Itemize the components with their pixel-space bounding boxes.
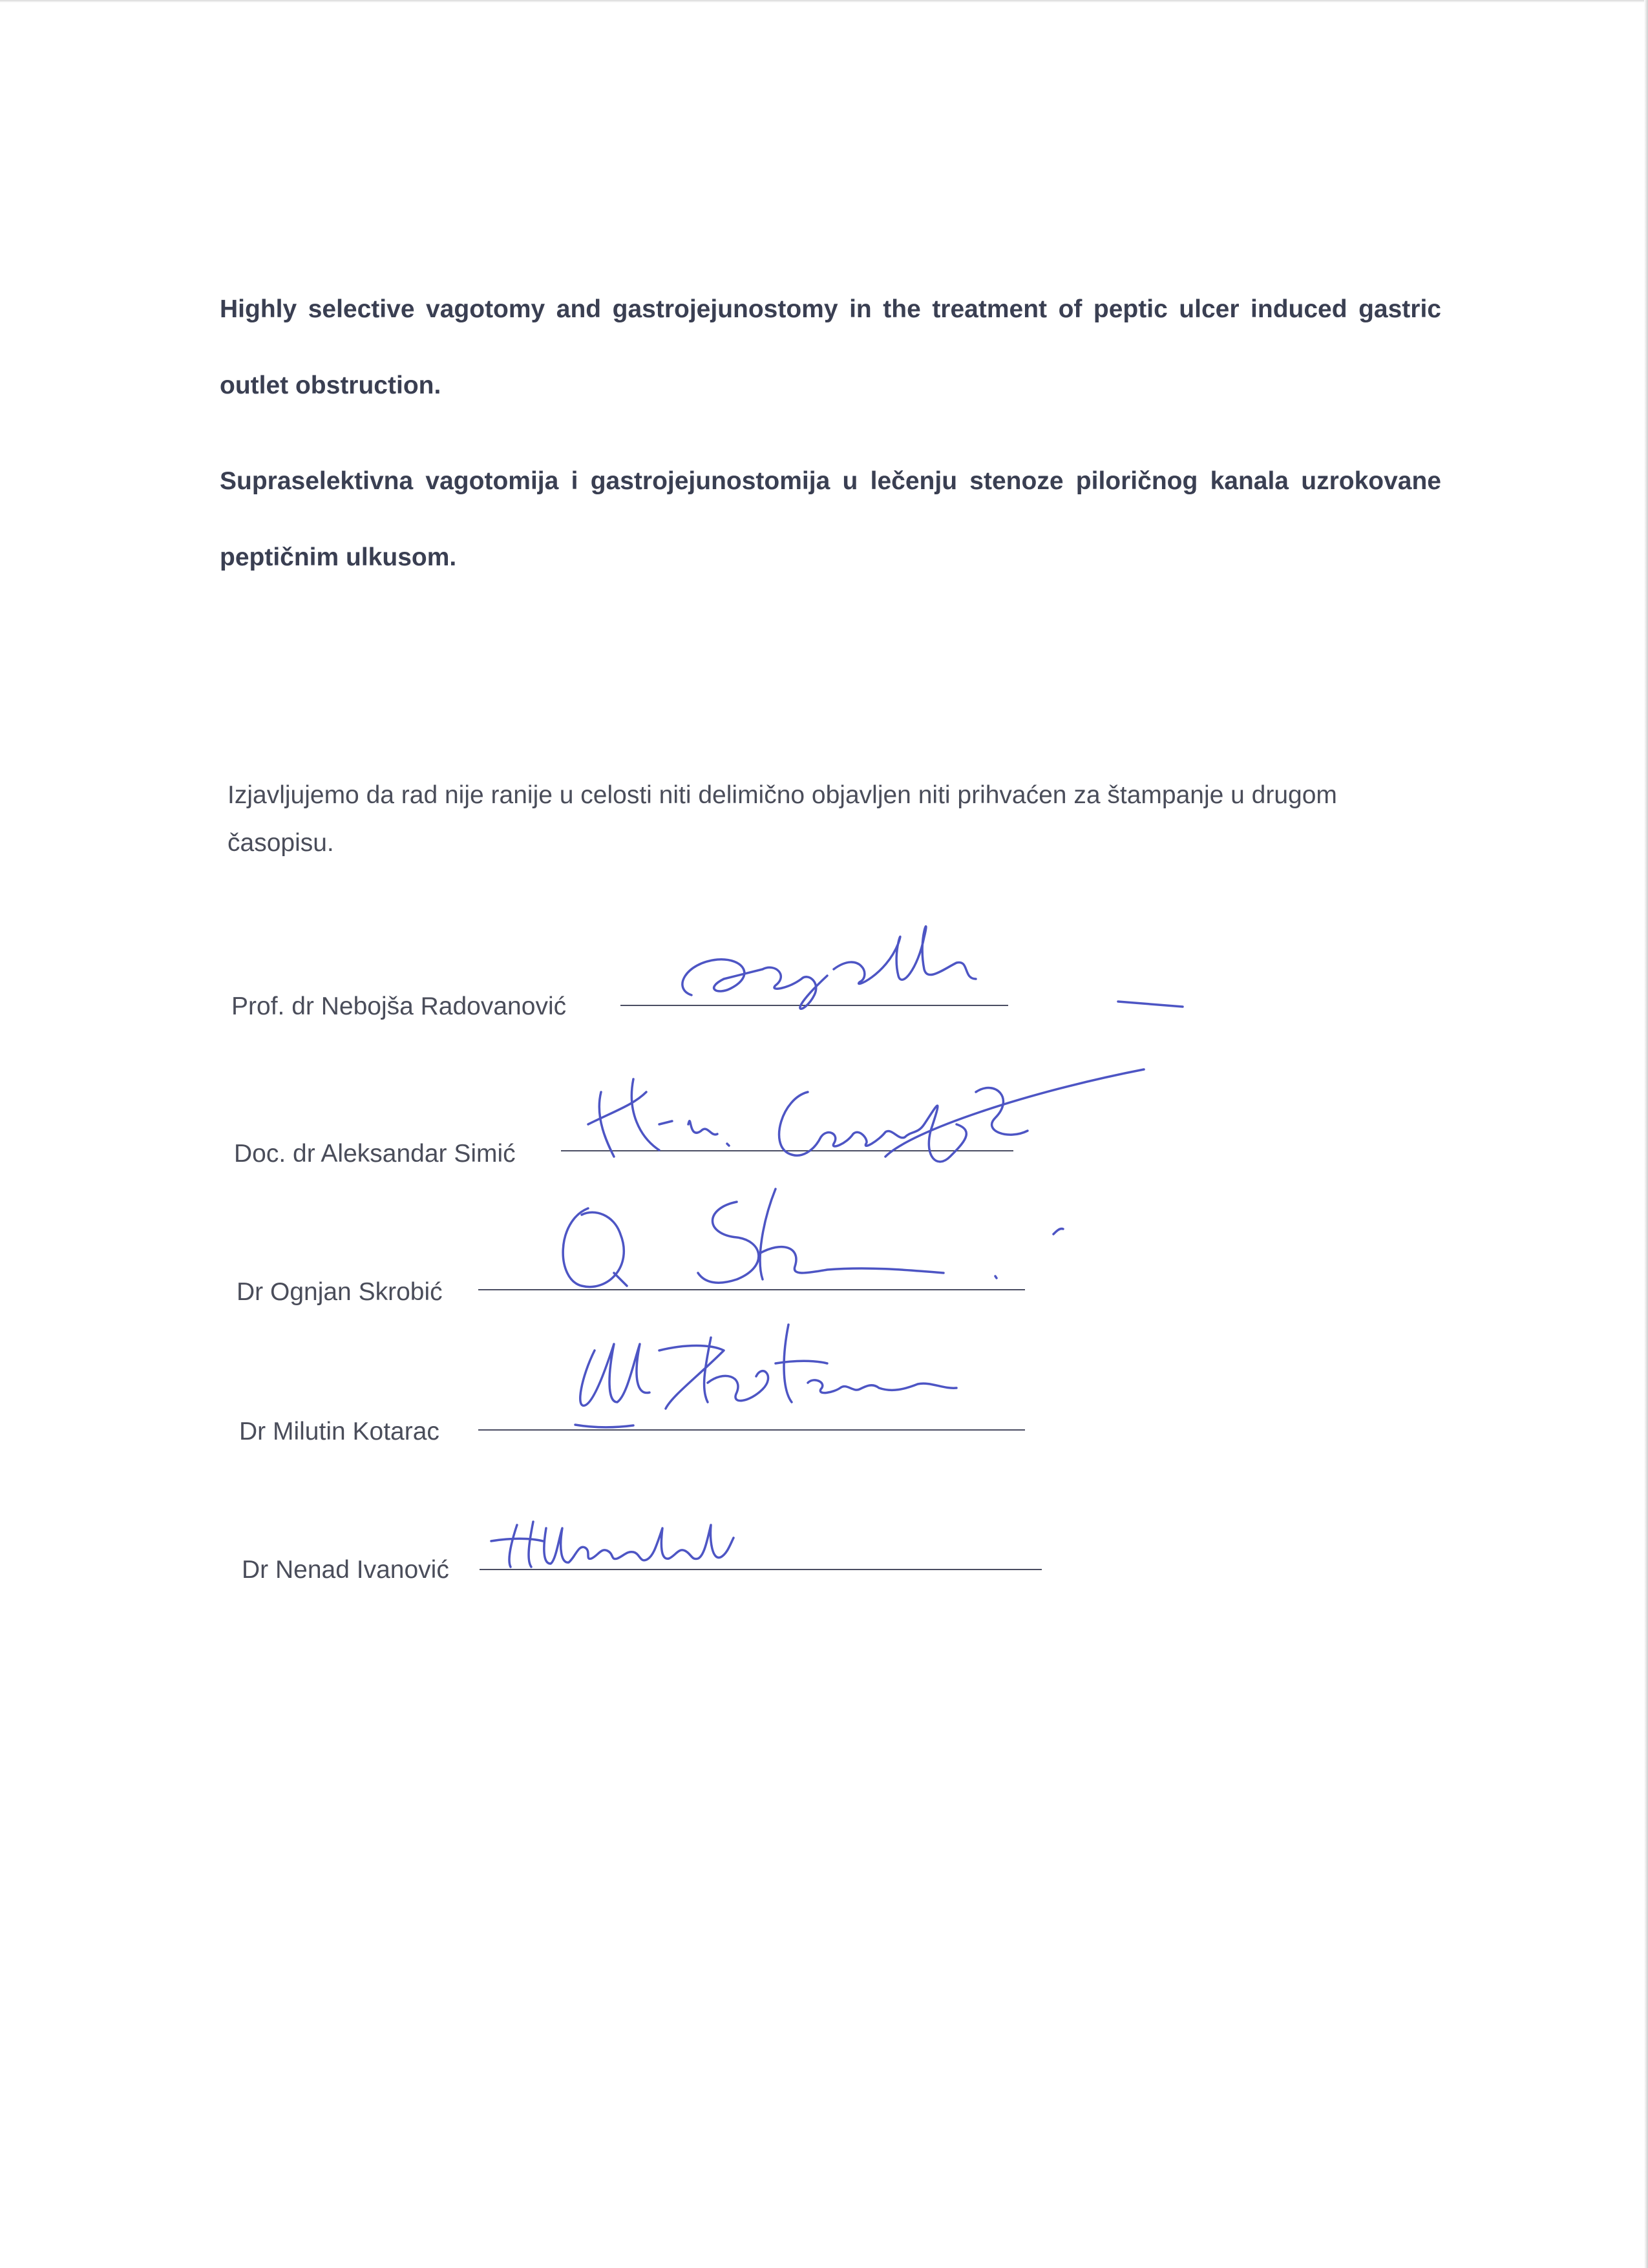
signature-radovanovic <box>666 898 1196 1027</box>
title-english: Highly selective vagotomy and gastrojejunostomy in the treatment of peptic ulcer induced gastric outlet obstruction. <box>220 295 1441 399</box>
author-name: Doc. dr Aleksandar Simić <box>234 1140 516 1168</box>
signature-kotarac <box>569 1299 1034 1434</box>
title-serbian: Supraselektivna vagotomija i gastrojejunostomija u lečenju stenoze piloričnog kanala uzrokovane peptičnim ulkusom. <box>220 467 1441 571</box>
scan-edge-right <box>1644 0 1648 2268</box>
author-name: Prof. dr Nebojša Radovanović <box>231 992 567 1020</box>
declaration-statement: Izjavljujemo da rad nije ranije u celosti niti delimično objavljen niti prihvaćen za štampanje u drugom časopisu. <box>227 781 1337 857</box>
signature-skrobic <box>543 1176 1073 1305</box>
signature-ivanovic <box>478 1512 776 1577</box>
author-name: Dr Nenad Ivanović <box>242 1556 449 1584</box>
author-name: Dr Milutin Kotarac <box>239 1418 439 1445</box>
signature-simic <box>575 1053 1157 1195</box>
scan-edge-top <box>0 0 1648 3</box>
author-name: Dr Ognjan Skrobić <box>237 1278 443 1306</box>
